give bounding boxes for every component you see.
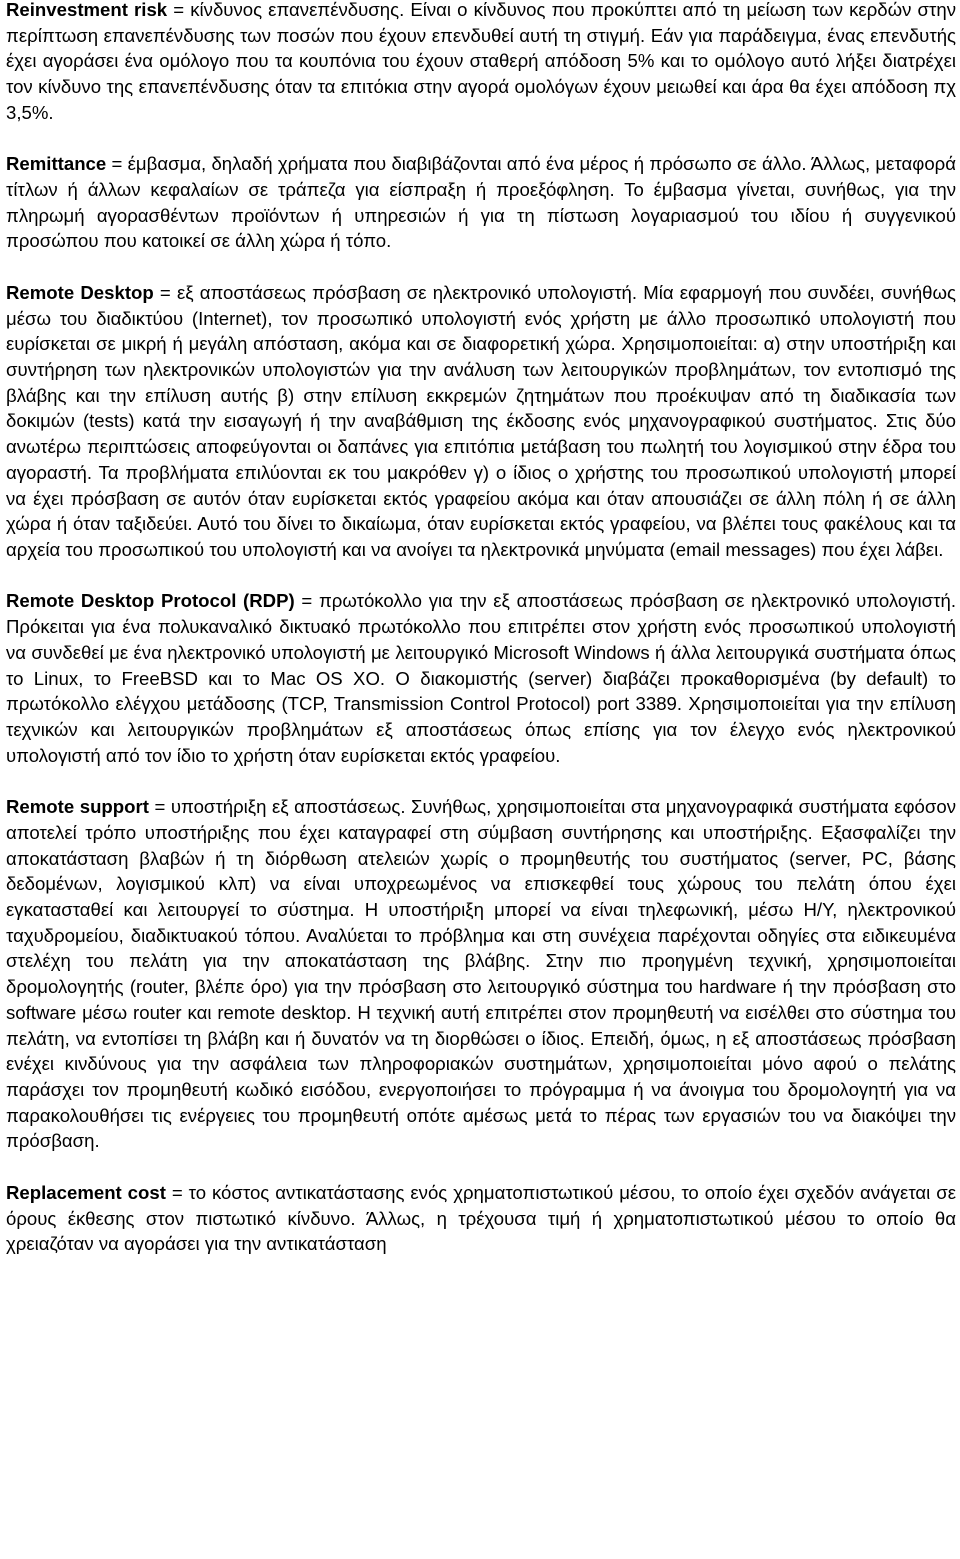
glossary-term: Replacement cost [6,1181,166,1203]
glossary-entry-replacement-cost [6,1180,956,1257]
glossary-definition: = πρωτόκολλο για την εξ αποστάσεως πρόσβαση σε ηλεκτρονικό υπολογιστή. Πρόκειται για ένα πολυκαναλικό δικτυακό πρωτόκολλο που επιτρέπει στον χρήστη ενός προσωπικού υπολογιστή να συνδεθεί με ένα ηλεκτρονικό υπολογιστή με λειτουργικό Microsoft Windows ή άλλα λειτουργικά συστήματα όπως το Linux, το FreeBSD και το Mac OS XO. Ο διακομιστής (server) διαβάζει προκαθορισμένα (by default) το πρωτόκολλο ελέγχου μετάδοσης (TCP, Transmission Control Protocol) port 3389. Χρησιμοποιείται για την επίλυση τεχνικών και λειτουργικών προβλημάτων εξ αποστάσεως όπως επίσης για τον έλεγχο ενός ηλεκτρονικού υπολογιστή από τον ίδιο το χρήστη όταν ευρίσκεται εκτός γραφείου. [6,590,956,766]
glossary-entry-remote-support [6,794,956,1154]
glossary-entry-reinvestment-risk [6,0,956,126]
glossary-entry-remote-desktop [6,280,956,563]
glossary-definition: = υποστήριξη εξ αποστάσεως. Συνήθως, χρησιμοποιείται στα μηχανογραφικά συστήματα εφόσον αποτελεί τρόπο υποστήριξης που έχει καταγραφεί στη σύμβαση συντήρησης και υποστήριξης. Εξασφαλίζει την αποκατάσταση βλαβών ή τη διόρθωση ατελειών χωρίς ο προμηθευτής του συστήματος (server, PC, βάσης δεδομένων, λογισμικού κλπ) να είναι υποχρεωμένος να επισκεφθεί τους χώρους του πελάτη όπου έχει εγκατασταθεί και λειτουργεί το σύστημα. Η υποστήριξη μπορεί να είναι τηλεφωνική, μέσω Η/Υ, ηλεκτρονικού ταχυδρομείου, διαδικτυακού τόπου. Αναλύεται το πρόβλημα και στη συνέχεια παρέχονται οδηγίες στα ειδικευμένα στελέχη του πελάτη για την αποκατάσταση της βλάβης. Στην πιο προηγμένη τεχνική, χρησιμοποιείται δρομολογητής (router, βλέπε όρο) για την πρόσβαση στο λειτουργικό σύστημα του hardware ή την πρόσβαση στο software μέσω router και remote desktop. Η τεχνική αυτή επιτρέπει στον προμηθευτή να εισέλθει στο σύστημα του πελάτη, να εντοπίσει τη βλάβη και ή δυνατόν να τη διορθώσει ο ίδιος. Επειδή, όμως, η εξ αποστάσεως πρόσβαση ενέχει κινδύνους για την ασφάλεια των πληροφοριακών συστημάτων, χρησιμοποιείται μόνο αφού ο πελάτης παράσχει τον προμηθευτή κωδικό εισόδου, ενεργοποιήσει το πρόγραμμα ή να άνοιγμα του δρομολογητή για να παρακολουθήσει τις ενέργειες του προμηθευτή οπότε αμέσως μετά το πέρας των εργασιών του να διακόψει την πρόσβαση. [6,796,956,1152]
glossary-entry-remittance [6,151,956,254]
glossary-definition: = κίνδυνος επανεπένδυσης. Είναι ο κίνδυνος που προκύπτει από τη μείωση των κερδών στην περίπτωση επανεπένδυσης των ποσών που έχουν επενδυθεί αυτή τη στιγμή. Εάν για παράδειγμα, ένας επενδυτής έχει αγοράσει ένα ομόλογο που τα κουπόνια του έχουν σταθερή απόδοση 5% και το ομόλογο αυτό λήξει διατρέχει τον κίνδυνο της επανεπένδυσης όταν τα επιτόκια στην αγορά ομολόγων έχουν μειωθεί και άρα θα έχει απόδοση πχ 3,5%. [6,0,956,123]
glossary-definition: = έμβασμα, δηλαδή χρήματα που διαβιβάζονται από ένα μέρος ή πρόσωπο σε άλλο. Άλλως, μεταφορά τίτλων ή άλλων κεφαλαίων σε τράπεζα για είσπραξη ή προεξόφληση. Το έμβασμα γίνεται, συνήθως, για την πληρωμή αγορασθέντων προϊόντων ή υπηρεσιών ή για τη πίστωση λογαριασμού του ιδίου ή συγγενικού προσώπου που κατοικεί σε άλλη χώρα ή τόπο. [6,153,956,252]
glossary-term: Remote Desktop [6,281,154,303]
glossary-definition: = εξ αποστάσεως πρόσβαση σε ηλεκτρονικό υπολογιστή. Μία εφαρμογή που συνδέει, συνήθως μέσω του διαδικτύου (Internet), τον προσωπικό υπολογιστή ενός χρήστη με άλλο προσωπικό υπολογιστή που ευρίσκεται σε μικρή ή μεγάλη απόσταση, ακόμα και σε διαφορετική χώρα. Χρησιμοποιείται: α) στην υποστήριξη και συντήρηση των ηλεκτρονικών υπολογιστών για την ανάλυση των λειτουργικών προβλημάτων, τον εντοπισμό της βλάβης και την επίλυση αυτής β) στην επίλυση εκκρεμών ζητημάτων που προέκυψαν από τη διαδικασία των δοκιμών (tests) κατά την εισαγωγή ή την αναβάθμιση της έκδοσης ενός μηχανογραφικού συστήματος. Στις δύο ανωτέρω περιπτώσεις αποφεύγονται οι δαπάνες για επιτόπια μετάβαση του πωλητή του λογισμικού στην έδρα του αγοραστή. Τα προβλήματα επιλύονται εκ του μακρόθεν γ) ο ίδιος ο χρήστης του προσωπικού υπολογιστή μπορεί να έχει πρόσβαση σε αυτόν όταν ευρίσκεται εκτός γραφείου ακόμα και όταν απουσιάζει σε άλλη πόλη ή σε άλλη χώρα ή όταν ταξιδεύει. Αυτό του δίνει το δικαίωμα, όταν ευρίσκεται εκτός γραφείου, να βλέπει τους φακέλους και τα αρχεία του προσωπικού του υπολογιστή και να ανοίγει τα ηλεκτρονικά μηνύματα (email messages) που έχει λάβει. [6,281,957,560]
glossary-term: Reinvestment risk [6,0,168,20]
glossary-definition: = το κόστος αντικατάστασης ενός χρηματοπιστωτικού μέσου, το οποίο έχει σχεδόν ανάγεται σε όρους έκθεσης στον πιστωτικό κίνδυνο. Άλλως, η τρέχουσα τιμή ή χρηματοπιστωτικού μέσου το οποίο θα χρειαζόταν να αγοράσει για την αντικατάσταση [6,1181,956,1255]
glossary-term: Remittance [6,153,107,175]
glossary-page [6,0,956,1283]
glossary-term: Remote Desktop Protocol (RDP) [6,590,295,612]
glossary-term: Remote support [6,796,149,818]
glossary-entry-rdp [6,588,956,768]
